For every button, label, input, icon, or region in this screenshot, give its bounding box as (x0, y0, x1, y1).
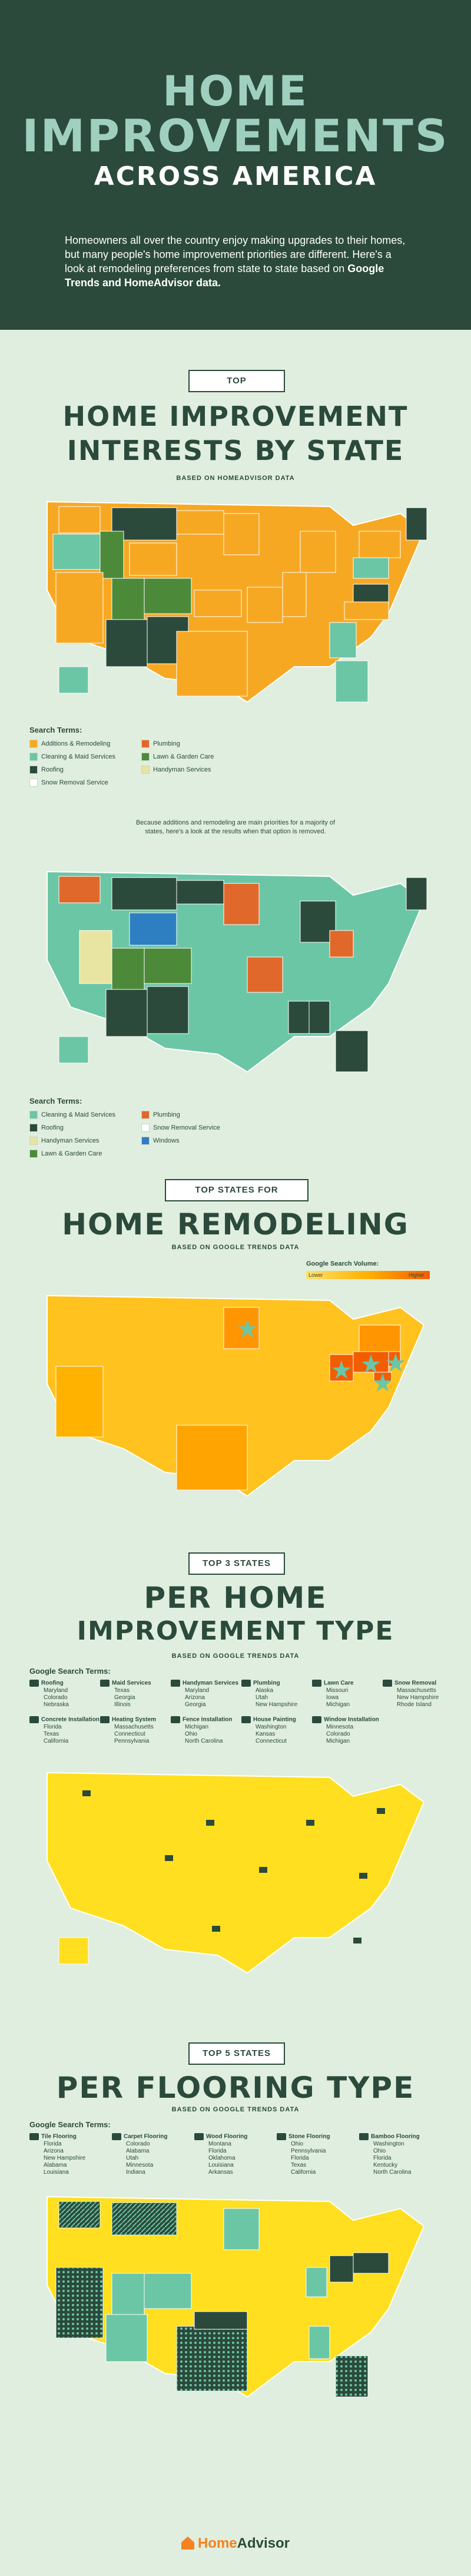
state-il (283, 572, 306, 617)
search-term-state: Arizona (185, 1694, 205, 1701)
legend2-swatch (141, 1124, 150, 1132)
state-ca-pattern (56, 2267, 103, 2338)
legend2-swatch (29, 1124, 38, 1132)
section2-ribbon: TOP STATES FOR (165, 1179, 309, 1201)
house-icon (353, 1938, 361, 1943)
search-term-name: Maid Services (112, 1680, 151, 1687)
legend2-label: Roofing (41, 1124, 64, 1131)
state-ks (194, 590, 241, 617)
legend1-swatch (29, 766, 38, 774)
legend1-swatch (141, 753, 150, 761)
legend1-head: Search Terms: (29, 726, 82, 734)
search-term-state: North Carolina (185, 1737, 223, 1744)
legend2-item (29, 1150, 102, 1158)
search-term-state: New Hampshire (397, 1694, 439, 1701)
legend1-swatch (29, 740, 38, 748)
section1-subtitle: BASED ON HOMEADVISOR DATA (176, 475, 295, 482)
legend2-label: Lawn & Garden Care (41, 1150, 102, 1157)
section1-title-line2: INTERESTS BY STATE (67, 435, 404, 466)
search-term-state: Florida (44, 2140, 62, 2147)
house-icon (377, 1808, 385, 1814)
search-term-state: Arizona (44, 2147, 64, 2154)
term-icon (29, 1680, 39, 1687)
search-term-state: Kansas (256, 1730, 276, 1737)
search-term-state: Ohio (373, 2147, 386, 2154)
search-term-state: Connecticut (256, 1737, 287, 1744)
search-term-state: Washington (256, 1723, 287, 1730)
state-ak (59, 667, 88, 693)
search-term (241, 1680, 318, 1708)
state-ny (359, 531, 400, 558)
search-term (29, 1716, 106, 1745)
homeadvisor-logo (0, 2535, 471, 2552)
state-oh (330, 2256, 353, 2282)
search-term-name: Snow Removal (394, 1680, 437, 1687)
legend2-item (141, 1111, 180, 1119)
search-term (194, 2133, 271, 2176)
search-term-state: Washington (373, 2140, 404, 2147)
state-nm (147, 986, 188, 1034)
legend1-swatch (141, 740, 150, 748)
legend1-label: Plumbing (153, 740, 180, 747)
state-al (309, 2326, 330, 2359)
state-va (353, 584, 389, 602)
legend2-item (141, 1124, 220, 1132)
search-term-state: Georgia (114, 1694, 135, 1701)
search-term-state: Texas (114, 1687, 130, 1694)
search-term-state: Utah (256, 1694, 268, 1701)
state-ut (112, 2273, 144, 2315)
state-ms (288, 1001, 309, 1034)
search-term-state: Florida (373, 2154, 392, 2161)
state-mt-pattern (112, 2203, 177, 2235)
hero-title-line1: HOME (162, 67, 309, 115)
search-term-state: Maryland (185, 1687, 210, 1694)
search-term-name: Tile Flooring (41, 2133, 77, 2140)
section2-title: HOME REMODELING (62, 1207, 409, 1241)
state-az (106, 989, 147, 1037)
state-ny (359, 1325, 400, 1352)
section1-title-line1: HOME IMPROVEMENT (62, 400, 409, 432)
search-term-state: Alabama (126, 2147, 150, 2154)
state-wy (130, 543, 177, 575)
state-me (406, 508, 427, 540)
state-ca (56, 572, 103, 643)
state-co (144, 578, 191, 614)
search-term-state: Louisiana (208, 2161, 234, 2168)
state-mt (112, 878, 177, 910)
search-term-name: Handyman Services (183, 1680, 239, 1687)
term-icon (112, 2133, 121, 2140)
section3-ribbon: TOP 3 STATES (188, 1552, 285, 1575)
section4-terms-head: Google Search Terms: (29, 2120, 111, 2129)
legend1-label: Lawn & Garden Care (153, 753, 214, 760)
state-id (100, 531, 124, 578)
term-icon (100, 1680, 110, 1687)
search-term (359, 2133, 436, 2176)
search-term-name: Lawn Care (324, 1680, 354, 1687)
state-co (144, 2273, 191, 2309)
search-term (241, 1716, 318, 1745)
search-term-state: Alabama (44, 2161, 67, 2168)
search-term-state: Iowa (326, 1694, 339, 1701)
search-term-state: Michigan (326, 1737, 350, 1744)
search-term-state: Ohio (185, 1730, 198, 1737)
search-term-state: Connecticut (114, 1730, 145, 1737)
search-term-name: Plumbing (253, 1680, 280, 1687)
search-term-head (100, 1716, 177, 1724)
search-term-state: Florida (44, 1723, 62, 1730)
legend1-item (29, 766, 64, 774)
search-term-state: Georgia (185, 1701, 206, 1708)
legend2-swatch (29, 1111, 38, 1119)
search-term-head (29, 1716, 106, 1724)
search-term-state: Minnesota (326, 1723, 354, 1730)
search-term-state: Minnesota (126, 2161, 154, 2168)
state-wa (59, 506, 100, 533)
legend2-head: Search Terms: (29, 1097, 82, 1105)
state-in (306, 2267, 327, 2297)
state-me (406, 878, 427, 910)
search-term-state: Nebraska (44, 1701, 69, 1708)
search-term (171, 1680, 247, 1708)
search-term (100, 1680, 177, 1708)
search-term-state: New Hampshire (256, 1701, 298, 1708)
section3-title-line1: PER HOME (144, 1581, 327, 1615)
legend1-item (141, 753, 214, 761)
state-wa-pattern (59, 2201, 100, 2228)
search-term-state: Pennsylvania (114, 1737, 150, 1744)
legend1-label: Handyman Services (153, 766, 211, 773)
section3-terms-head: Google Search Terms: (29, 1667, 111, 1676)
legend1-label: Cleaning & Maid Services (41, 753, 115, 760)
us-map-excluding-remodeling (24, 860, 447, 1084)
state-ut (112, 578, 144, 620)
term-icon (383, 1680, 392, 1687)
search-term-name: Concrete Installation (41, 1716, 99, 1723)
search-term-name: Carpet Flooring (124, 2133, 168, 2140)
search-term-state: Florida (208, 2147, 227, 2154)
search-term-name: Wood Flooring (206, 2133, 248, 2140)
house-icon (359, 1873, 367, 1879)
house-icon (306, 1820, 314, 1826)
search-term-state: Louisiana (44, 2168, 69, 2176)
search-term-head (112, 2133, 188, 2141)
state-pa (353, 558, 389, 578)
hero-banner (0, 0, 471, 330)
term-icon (241, 1716, 251, 1723)
house-icon (206, 1820, 214, 1826)
volume-low: Lower (309, 1272, 323, 1278)
state-fl-pattern (336, 2356, 368, 2397)
search-term-head (29, 2133, 106, 2141)
legend2-item (29, 1137, 99, 1145)
state-nc (344, 602, 389, 620)
search-term-name: Window Installation (324, 1716, 379, 1723)
legend2-label: Handyman Services (41, 1137, 99, 1144)
state-al (309, 1001, 330, 1034)
legend2-item (29, 1124, 64, 1132)
search-term (100, 1716, 177, 1745)
search-term-head (359, 2133, 436, 2141)
hero-intro-bold: Google Trends and HomeAdvisor data. (65, 263, 384, 289)
search-term-state: North Carolina (373, 2168, 412, 2176)
state-mi (300, 531, 336, 572)
search-term-state: Massachusetts (114, 1723, 154, 1730)
state-ga (330, 623, 356, 658)
search-term-state: Ohio (291, 2140, 304, 2147)
search-term-state: Massachusetts (397, 1687, 436, 1694)
search-term-state: Utah (126, 2154, 139, 2161)
state-wy (130, 913, 177, 945)
legend2-swatch (141, 1137, 150, 1145)
house-icon (181, 2537, 194, 2549)
search-term-name: House Painting (253, 1716, 296, 1723)
term-icon (312, 1716, 321, 1723)
search-term (277, 2133, 353, 2176)
state-az (106, 620, 147, 667)
search-term-state: California (291, 2168, 316, 2176)
hero-title-line2: IMPROVEMENTS (22, 110, 449, 162)
search-term-state: Colorado (44, 1694, 68, 1701)
search-term-state: California (44, 1737, 69, 1744)
state-ca (56, 1366, 103, 1437)
us-map-improvement-type (24, 1761, 447, 1985)
search-term-head (171, 1716, 247, 1724)
search-term (112, 2133, 188, 2176)
search-term-state: Colorado (326, 1730, 350, 1737)
legend1-swatch (141, 766, 150, 774)
legend1-swatch (29, 753, 38, 761)
legend1-label: Snow Removal Service (41, 779, 108, 786)
term-icon (29, 1716, 39, 1723)
search-term-state: Kentucky (373, 2161, 398, 2168)
search-term (312, 1680, 389, 1708)
term-icon (312, 1680, 321, 1687)
us-map-interests (24, 490, 447, 720)
search-term-state: Missouri (326, 1687, 349, 1694)
search-term-head (312, 1716, 389, 1724)
term-icon (359, 2133, 369, 2140)
search-term-head (241, 1716, 318, 1724)
section4-title: PER FLOORING TYPE (56, 2071, 415, 2105)
legend1-item (29, 740, 110, 748)
search-term-head (277, 2133, 353, 2141)
hero-intro (65, 233, 406, 290)
legend1-item (29, 779, 108, 787)
search-term-head (383, 1680, 459, 1687)
scalloped-edge (0, 323, 471, 337)
legend2-label: Snow Removal Service (153, 1124, 220, 1131)
legend2-swatch (141, 1111, 150, 1119)
search-term-state: Michigan (185, 1723, 209, 1730)
brand-advisor: Advisor (237, 2535, 290, 2551)
hero-intro-text: Homeowners all over the country enjoy making upgrades to their homes, but many people's home improvement priorities are different. Here's a look at remodeling preferences from state to state based on (65, 234, 406, 274)
search-term-name: Heating System (112, 1716, 157, 1723)
house-icon (259, 1867, 267, 1873)
state-ut (112, 948, 144, 989)
search-term-state: New Hampshire (44, 2154, 86, 2161)
search-term-state: Texas (291, 2161, 307, 2168)
legend2-label: Cleaning & Maid Services (41, 1111, 115, 1118)
state-mn (224, 883, 259, 925)
state-co (144, 948, 191, 984)
state-tx (177, 1425, 247, 1490)
search-term-name: Fence Installation (183, 1716, 233, 1723)
search-term-state: Arkansas (208, 2168, 233, 2176)
state-nv (79, 931, 112, 984)
state-mn (224, 2209, 259, 2250)
search-term-state: Illinois (114, 1701, 131, 1708)
term-icon (171, 1680, 180, 1687)
legend2-label: Windows (153, 1137, 180, 1144)
state-ok (194, 2312, 247, 2329)
hero-title-line3: ACROSS AMERICA (94, 161, 377, 191)
search-term-state: Montana (208, 2140, 231, 2147)
house-icon (165, 1855, 173, 1861)
search-term-head (312, 1680, 389, 1687)
search-term-state: Oklahoma (208, 2154, 236, 2161)
state-ak (59, 1938, 88, 1964)
legend2-label: Plumbing (153, 1111, 180, 1118)
us-map-flooring (24, 2185, 447, 2415)
legend2-swatch (29, 1137, 38, 1145)
legend1-item (29, 753, 115, 761)
house-icon (212, 1926, 220, 1932)
section3-title-line2: IMPROVEMENT TYPE (77, 1616, 394, 1646)
section2-subtitle: BASED ON GOOGLE TRENDS DATA (171, 1244, 300, 1251)
search-term (383, 1680, 459, 1708)
state-wa (59, 876, 100, 903)
legend1-item (141, 740, 180, 748)
section4-ribbon: TOP 5 STATES (188, 2042, 285, 2065)
search-term-state: Alaska (256, 1687, 274, 1694)
state-ak (59, 1037, 88, 1063)
state-tx-pattern (177, 2326, 247, 2391)
state-pa (353, 2253, 389, 2273)
search-term (171, 1716, 247, 1745)
legend2-item (29, 1111, 115, 1119)
state-tx (177, 631, 247, 696)
search-term-name: Roofing (41, 1680, 64, 1687)
term-icon (171, 1716, 180, 1723)
state-az (106, 2315, 147, 2362)
search-term-state: Texas (44, 1730, 59, 1737)
volume-label: Google Search Volume: (306, 1260, 379, 1267)
search-term-head (241, 1680, 318, 1687)
section1b-note: Because additions and remodeling are main priorities for a majority of states, here's a look at the results when that option is removed. (135, 819, 336, 835)
search-term-name: Bamboo Flooring (371, 2133, 420, 2140)
state-or (53, 534, 100, 569)
search-term-state: Florida (291, 2154, 309, 2161)
term-icon (194, 2133, 204, 2140)
house-icon (82, 1790, 91, 1796)
search-term-head (194, 2133, 271, 2141)
state-fl (336, 661, 368, 702)
term-icon (277, 2133, 286, 2140)
search-term-head (171, 1680, 247, 1687)
term-icon (100, 1716, 110, 1723)
term-icon (29, 2133, 39, 2140)
search-term (312, 1716, 389, 1745)
search-term-state: Indiana (126, 2168, 145, 2176)
legend1-swatch (29, 779, 38, 787)
legend2-item (141, 1137, 180, 1145)
volume-high: Higher (409, 1272, 424, 1278)
legend2-swatch (29, 1150, 38, 1158)
search-term-state: Maryland (44, 1687, 68, 1694)
search-term (29, 2133, 106, 2176)
search-term-state: Pennsylvania (291, 2147, 326, 2154)
brand-home: Home (197, 2535, 237, 2551)
search-term (29, 1680, 106, 1708)
state-nd (177, 880, 224, 904)
legend1-label: Roofing (41, 766, 64, 773)
us-map-remodeling (24, 1284, 447, 1514)
search-term-state: Michigan (326, 1701, 350, 1708)
search-term-name: Stone Flooring (288, 2133, 330, 2140)
term-icon (241, 1680, 251, 1687)
section1-ribbon: TOP (188, 370, 285, 392)
legend1-label: Additions & Remodeling (41, 740, 111, 747)
state-mn (224, 514, 259, 555)
legend1-item (141, 766, 211, 774)
section3-subtitle: BASED ON GOOGLE TRENDS DATA (171, 1653, 300, 1660)
state-oh (330, 931, 353, 957)
state-mo (247, 957, 283, 992)
search-term-state: Rhode Island (397, 1701, 432, 1708)
state-mo (247, 587, 283, 623)
state-nd (177, 511, 224, 534)
search-term-state: Colorado (126, 2140, 150, 2147)
section4-subtitle: BASED ON GOOGLE TRENDS DATA (171, 2106, 300, 2113)
state-fl (336, 1031, 368, 1072)
search-term-head (100, 1680, 177, 1687)
search-term-head (29, 1680, 106, 1687)
